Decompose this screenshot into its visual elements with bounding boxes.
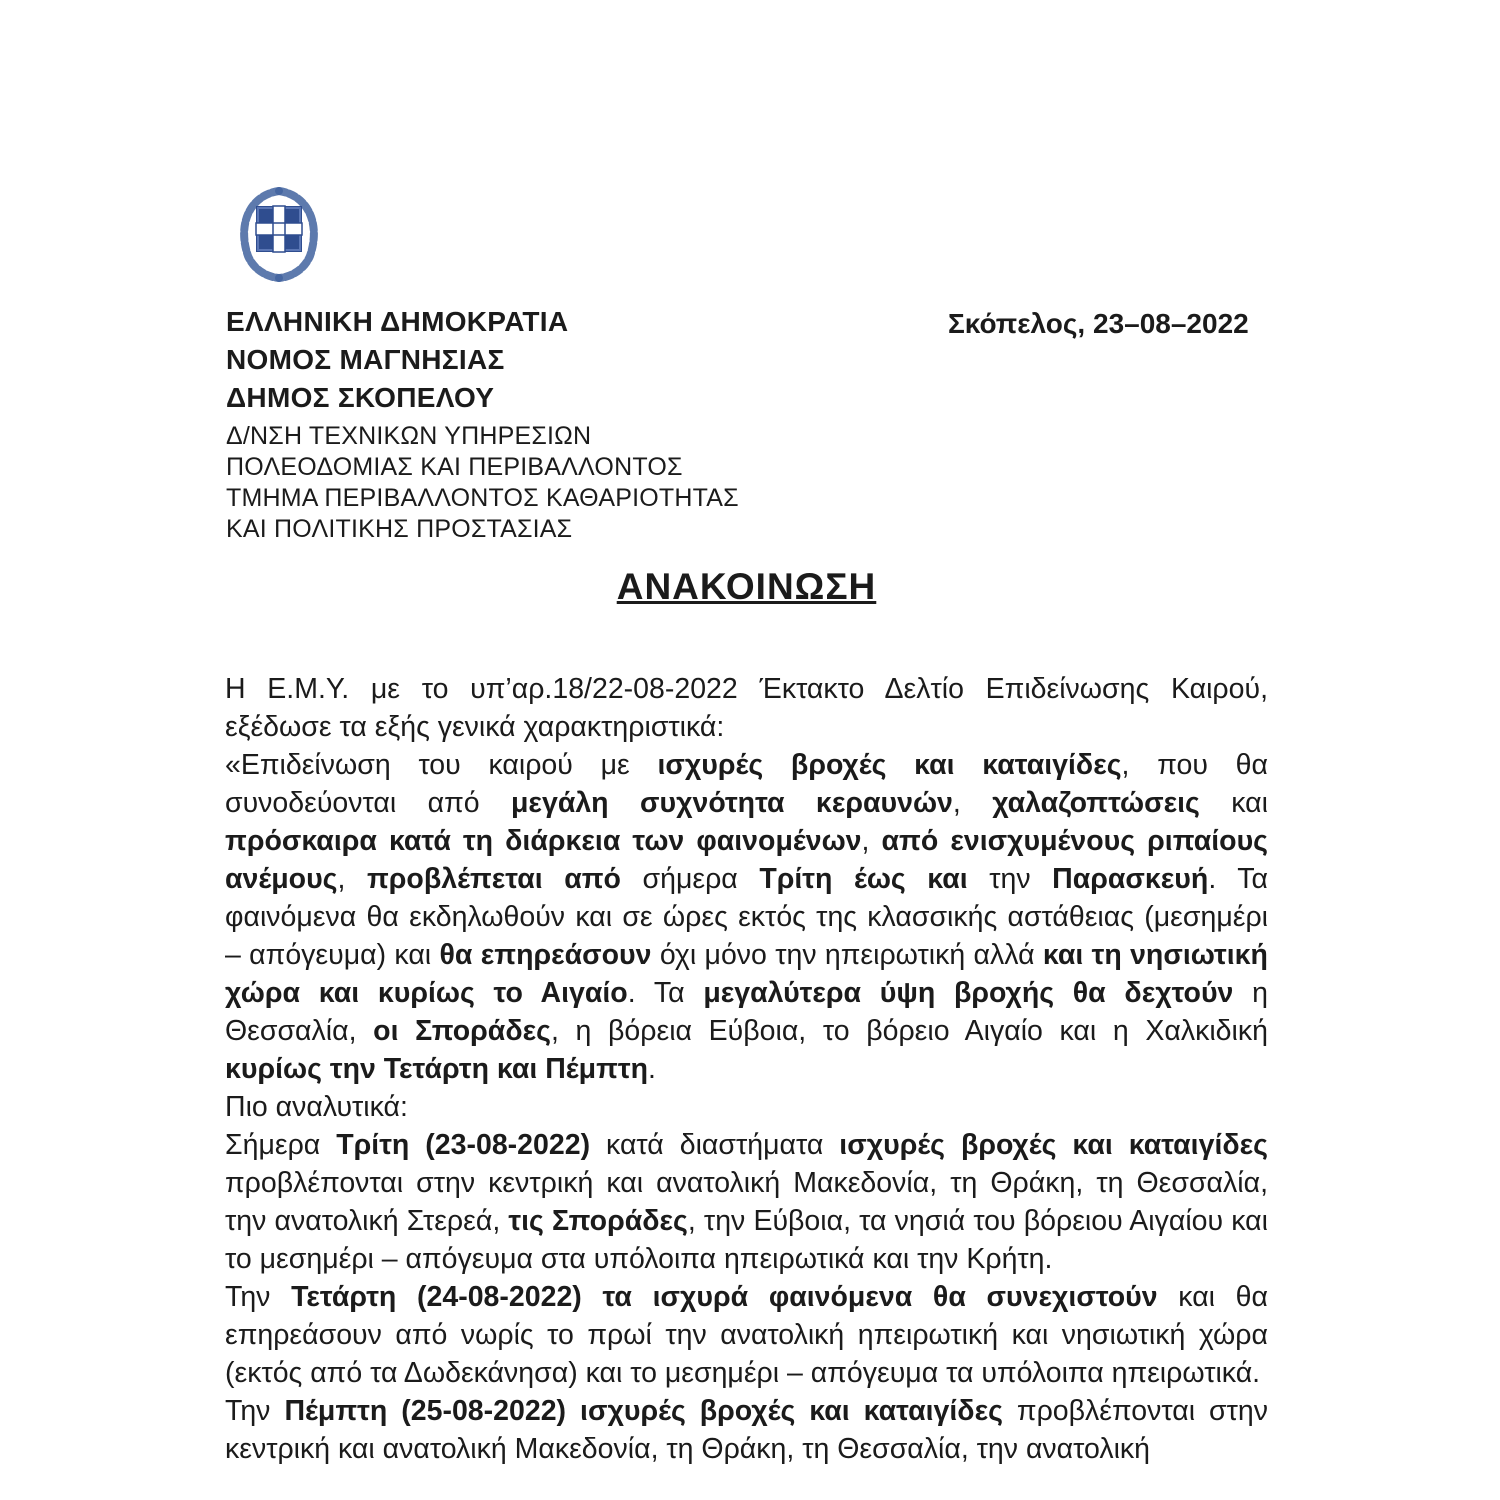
- letterhead-dept-line: ΤΜΗΜΑ ΠΕΡΙΒΑΛΛΟΝΤΟΣ ΚΑΘΑΡΙΟΤΗΤΑΣ: [226, 484, 739, 512]
- announcement-title: ΑΝΑΚΟΙΝΩΣΗ: [616, 566, 877, 607]
- letterhead-dept-line: ΚΑΙ ΠΟΛΙΤΙΚΗΣ ΠΡΟΣΤΑΣΙΑΣ: [226, 515, 573, 543]
- letterhead-dept-line: Δ/ΝΣΗ ΤΕΧΝΙΚΩΝ ΥΠΗΡΕΣΙΩΝ: [226, 422, 592, 450]
- body-paragraph: Την Πέμπτη (25-08-2022) ισχυρές βροχές και καταιγίδες προβλέπονται στην κεντρική και ανατολική Μακεδονία, τη Θράκη, τη Θεσσαλία, την ανατολική: [225, 1395, 1268, 1465]
- body-paragraph: Η Ε.Μ.Υ. με το υπ’αρ.18/22-08-2022 Έκτακτο Δελτίο Επιδείνωσης Καιρού, εξέδωσε τα εξής γενικά χαρακτηριστικά:: [225, 673, 1268, 743]
- letterhead-line-municipality: ΔΗΜΟΣ ΣΚΟΠΕΛΟΥ: [226, 382, 495, 413]
- coat-of-arms-icon: [228, 186, 330, 282]
- letterhead: [226, 303, 739, 545]
- document-body: [225, 670, 1268, 1468]
- letterhead-dept-line: ΠΟΛΕΟΔΟΜΙΑΣ ΚΑΙ ΠΕΡΙΒΑΛΛΟΝΤΟΣ: [226, 453, 683, 481]
- body-paragraph: Πιο αναλυτικά:: [225, 1091, 408, 1123]
- letterhead-line-prefecture: ΝΟΜΟΣ ΜΑΓΝΗΣΙΑΣ: [226, 344, 505, 375]
- place-date: Σκόπελος, 23–08–2022: [948, 308, 1249, 339]
- body-paragraph: Την Τετάρτη (24-08-2022) τα ισχυρά φαινόμενα θα συνεχιστούν και θα επηρεάσουν από νωρίς το πρωί την ανατολική ηπειρωτική και νησιωτική χώρα (εκτός από τα Δωδεκάνησα) και το μεσημέρι – απόγευμα τα υπόλοιπα ηπειρωτικά.: [225, 1281, 1269, 1389]
- body-paragraph: «Επιδείνωση του καιρού με ισχυρές βροχές και καταιγίδες, που θα συνοδεύονται από μεγάλη συχνότητα κεραυνών, χαλαζοπτώσεις και πρόσκαιρα κατά τη διάρκεια των φαινομένων, από ενισχυμένους ριπαίους ανέμους, προβλέπεται από σήμερα Τρίτη έως και την Παρασκευή. Τα φαινόμενα θα εκδηλωθούν και σε ώρες εκτός της κλασσικής αστάθειας (μεσημέρι – απόγευμα) και θα επηρεάσουν όχι μόνο την ηπειρωτική αλλά και τη νησιωτική χώρα και κυρίως το Αιγαίο. Τα μεγαλύτερα ύψη βροχής θα δεχτούν η Θεσσαλία, οι Σποράδες, η βόρεια Εύβοια, το βόρειο Αιγαίο και η Χαλκιδική κυρίως την Τετάρτη και Πέμπτη.: [225, 749, 1269, 1085]
- letterhead-line-republic: ΕΛΛΗΝΙΚΗ ΔΗΜΟΚΡΑΤΙΑ: [226, 306, 569, 337]
- body-paragraph: Σήμερα Τρίτη (23-08-2022) κατά διαστήματα ισχυρές βροχές και καταιγίδες προβλέπονται στην κεντρική και ανατολική Μακεδονία, τη Θράκη, τη Θεσσαλία, την ανατολική Στερεά, τις Σποράδες, την Εύβοια, τα νησιά του βόρειου Αιγαίου και το μεσημέρι – απόγευμα στα υπόλοιπα ηπειρωτικά και την Κρήτη.: [225, 1129, 1268, 1275]
